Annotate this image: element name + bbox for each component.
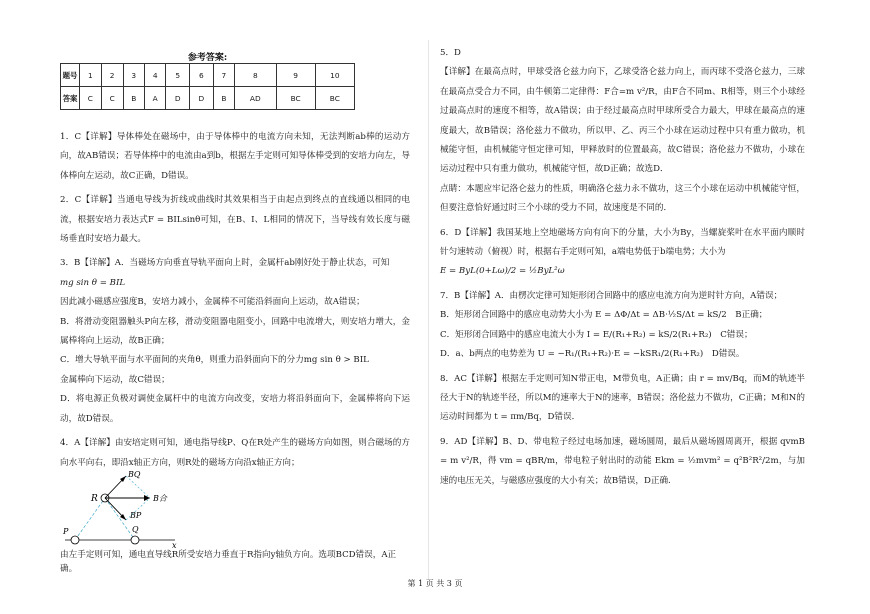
answer-cell: C (80, 87, 102, 110)
solution-q6-equation: E = ByL(0+Lω)/2 = ½ByL²ω (440, 266, 565, 277)
label-q: Q (132, 525, 139, 534)
number-cell: 7 (213, 64, 234, 87)
solution-q3-d: C．增大导轨平面与水平面间的夹角θ，则重力沿斜面向下的分力mg sin θ > BIL (60, 355, 369, 366)
answer-title: 参考答案: (187, 53, 228, 63)
column-divider (428, 40, 429, 580)
solution-q7-c: C．矩形闭合回路中的感应电流大小为 I = E/(R₁+R₂) = kS/2(R₁+R₂) C错误； (440, 329, 753, 340)
solution-q7-b: B．矩形闭合回路中的感应电动势大小为 E = ΔΦ/Δt = ΔB·½S/Δt = kS/2 B正确； (440, 310, 768, 321)
number-cell: 4 (144, 64, 165, 87)
label-p: P (63, 527, 69, 536)
solution-q4: 4．A【详解】由安培定则可知，通电指导线P、Q在R处产生的磁场方向如图，则合磁场的方向水平向右，即沿x轴正方向，则R处的磁场方向沿x轴正方向； (60, 438, 410, 468)
solution-q4-conclusion: 由左手定则可知，通电直导线R所受安培力垂直于R指向y轴负方向。选项BCD错误，A正确。 (60, 550, 397, 574)
solution-q1: 1．C【详解】导体棒处在磁场中，由于导体棒中的电流方向未知，无法判断ab棒的运动方向，故AB错误；若导体棒中的电流由a到b，根据左手定则可知导体棒受到的安培力向左，导体棒向左运动，故C正确，D错误。 (60, 132, 410, 181)
number-cell: 3 (123, 64, 144, 87)
solution-q7-a: 7．B【详解】A．由楞次定律可知矩形闭合回路中的感应电流方向为逆时针方向，A错误； (440, 290, 783, 301)
dashed-line-p (75, 498, 105, 540)
page-footer: 第 1 页 共 3 页 (407, 579, 463, 588)
answer-cell: AD (235, 87, 276, 110)
parallelogram-top (126, 476, 150, 498)
solution-q8: 8．AC【详解】根据左手定则可知N带正电，M带负电，A正确；由 r = mv/Bq，而M的轨迹半径大于N的轨迹半径，所以M的速率大于N的速率，B错误；洛伦兹力不做功，C正确；M和N的运动时间都为 t = πm/Bq，D错误． (440, 373, 805, 423)
wire-p (71, 536, 79, 544)
answer-table (60, 63, 355, 110)
answer-table-answer-row (61, 87, 355, 110)
label-bsum: B合 (153, 494, 167, 503)
answer-cell: D (166, 87, 190, 110)
number-cell: 5 (166, 64, 190, 87)
answer-table-number-row (61, 64, 355, 87)
answer-cell: BC (315, 87, 354, 110)
solution-q3-b: 因此减小磁感应强度B，安培力减小，金属棒不可能沿斜面向上运动，故A错误； (60, 297, 365, 308)
number-cell: 1 (80, 64, 102, 87)
answer-cell: B (213, 87, 234, 110)
label-r: R (91, 494, 98, 504)
answer-cell: BC (276, 87, 315, 110)
solution-q5-note: 点睛：本题应牢记洛仑兹力的性质，明确洛仑兹力永不做功，这三个小球在运动中机械能守恒，但要注意恰好通过时三个小球的受力不同，故速度是不同的． (440, 183, 805, 214)
solution-q3-c: B．将滑动变阻器触头P向左移，滑动变阻器电阻变小，回路中电流增大，则安培力增大，金属棒将向上运动，故B正确； (60, 316, 410, 347)
solution-q9: 9．AD【详解】B、D、带电粒子经过电场加速，磁场圆周，最后从磁场圆周离开，根据 qvmB = m v²/R，得 vm = qBR/m，带电粒子射出时的动能 Ekm = ½mvm² = q²B²R²/2m，与加速的电压无关，与磁感应强度的大小有关；故B错误，D正确. (440, 436, 805, 486)
right-column (440, 44, 805, 496)
solution-q2: 2．C【详解】当通电导线为折线或曲线时其效果相当于由起点到终点的直线通以相同的电流，根据安培力表达式F = BILsinθ可知，在B、I、L相同的情况下，当导线有效长度与磁场垂直时安培力最大。 (60, 195, 410, 245)
left-column (60, 128, 410, 478)
x-axis-label: x (172, 541, 177, 550)
solution-q5: 【详解】在最高点时，甲球受洛仑兹力向下，乙球受洛仑兹力向上，而丙球不受洛仑兹力，三球在最高点受合力不同，由牛顿第二定律得：F合=m v²/R，由F合不同m、R相等，则三个小球经过最高点时的速度不相等，故A错误；由于经过最高点时甲球所受合力最大，甲球在最高点的速度最大，故B错误；洛伦兹力不做功，所以甲、乙、丙三个小球在运动过程中只有重力做功，机械能守恒，由机械能守恒定律可知，甲释放时的位置最高，故C错误；洛伦兹力不做功，小球在运动过程中只有重力做功，机械能守恒，故D正确；故选D． (440, 67, 805, 175)
solution-q3-e: 金属棒向下运动，故C错误； (60, 374, 170, 385)
solution-q3-equation: mg sin θ = BIL (60, 277, 126, 288)
magnetic-field-diagram (60, 468, 180, 550)
label-bq: BQ (128, 470, 141, 479)
label-bp: BP (130, 511, 142, 520)
solution-q7-d: D．a、b两点的电势差为 U = −R₁/(R₁+R₂)·E = −kSR₁/2(R₁+R₂) D错误。 (440, 349, 745, 360)
row-header-number: 题号 (61, 64, 80, 87)
number-cell: 6 (190, 64, 214, 87)
number-cell: 8 (235, 64, 276, 87)
number-cell: 9 (276, 64, 315, 87)
solution-q6: 6．D【详解】我国某地上空地磁场方向有向下的分量，大小为By，当螺旋桨叶在水平面内顺时针匀速转动（俯视）时，根据右手定则可知，a端电势低于b端电势；大小为 (440, 227, 805, 258)
number-cell: 2 (101, 64, 123, 87)
number-cell: 10 (315, 64, 354, 87)
wire-q (131, 536, 139, 544)
solution-q3-f: D．将电源正负极对调使金属杆中的电流方向改变，安培力将沿斜面向下，金属棒将向下运动，故D错误。 (60, 394, 410, 424)
answer-cell: A (144, 87, 165, 110)
answer-cell: B (123, 87, 144, 110)
solution-q5-heading: 5．D (440, 48, 461, 58)
answer-cell: D (190, 87, 214, 110)
solution-q3-intro: 3．B【详解】A．当磁场方向垂直导轨平面向上时，金属杆ab刚好处于静止状态，可知 (60, 258, 390, 269)
row-header-answer: 答案 (61, 87, 80, 110)
arrow-bsum-head (144, 495, 150, 501)
answer-cell: C (101, 87, 123, 110)
